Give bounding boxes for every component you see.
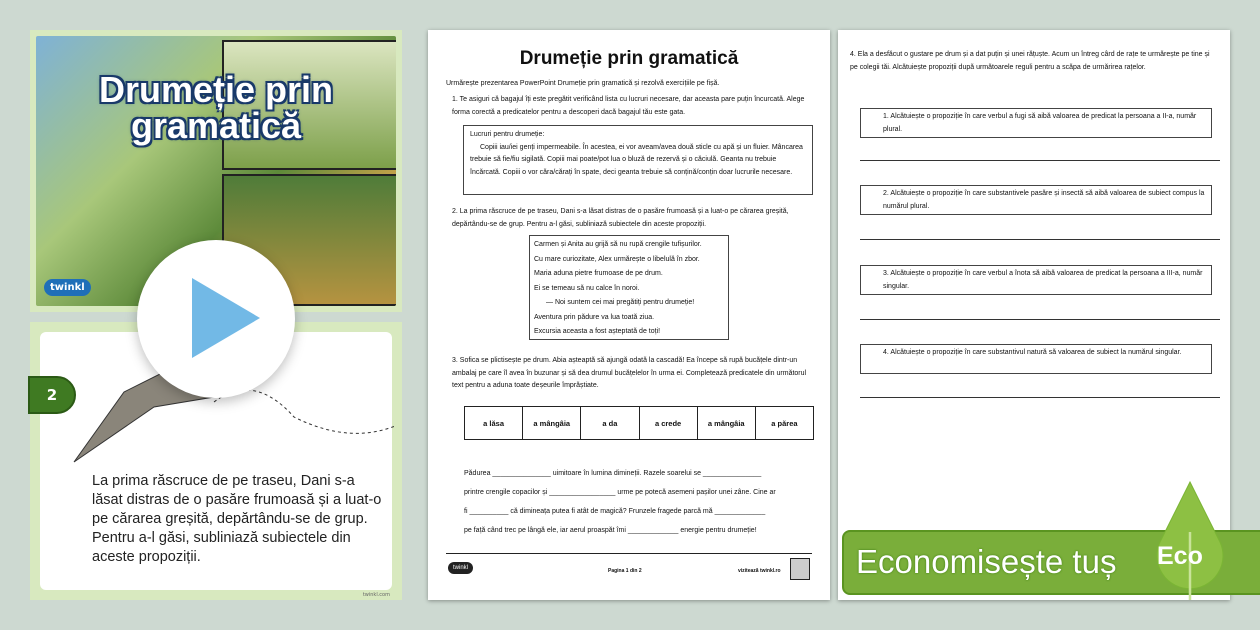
- intro: Urmărește prezentarea PowerPoint Drumeție prin gramatică și rezolvă exercițiile pe fișă.: [446, 80, 720, 87]
- rule-1: 1. Alcătuiește o propoziție în care verbul a fugi să aibă valoarea de predicat la persoana a II-a, număr plural.: [883, 113, 1197, 133]
- eco-label: Economisește tuș: [856, 543, 1117, 580]
- verb-cell: a mângâia: [698, 407, 756, 439]
- question-1: 1. Te asiguri că bagajul îți este pregătit verificând lista cu lucruri necesare, dar aceasta pare puțin încurcată. Alege forma corectă a predicatelor pentru a descoperi dacă bagajul tău este gata.: [452, 96, 805, 116]
- rule-4: 4. Alcătuiește o propoziție în care substantivul natură să valoarea de subiect la numărul singular.: [883, 349, 1182, 356]
- answer-line[interactable]: [860, 239, 1220, 240]
- q2-sentences: Carmen și Anita au grijă să nu rupă crengile tufișurilor. Cu mare curiozitate, Alex urmărește o libelulă în zbor. Maria aduna pietre frumoase de pe drum. Ei se temeau să nu calce în noroi. — Noi suntem cei mai pregătiți pentru drumeție! Aventura prin pădure va lua toată ziua. Excursia aceasta a fost așteptată de toți!: [529, 235, 729, 340]
- slide-number-badge: 2: [28, 376, 76, 414]
- q1-box-text: Copiii iau/iei genți impermeabile. În acestea, ei vor aveam/avea două sticle cu apă și un fluier. Mâncarea trebuie să fie/fiu sigilată. Copiii mai poate/pot lua o bluză de rezervă și o căciulă. Geanta nu trebuie încărcată. Copiii o vor căra/cărați în spate, deci geanta trebuie să conțină/conțin doar lucrurile necesare.: [470, 143, 803, 176]
- answer-line[interactable]: [860, 319, 1220, 320]
- footer-badge-icon: [790, 558, 810, 580]
- page-number: Pagina 1 din 2: [608, 568, 642, 574]
- eco-badge: Eco: [1157, 542, 1203, 570]
- verb-cell: a mângâia: [523, 407, 581, 439]
- cover-title: Drumeție prin gramatică: [98, 69, 334, 146]
- q3-fill-text: Pădurea _______________ uimitoare în lumina dimineții. Razele soarelui se _______________ printre crengile copacilor și _________________ urme pe potecă asemeni pașilor unei zâne. Cine ar fi __________ că dimineața putea fi atât de magică? Frunzele fragede parcă mă _____________ pe față când trec pe lângă ele, iar aerul proaspăt îmi _____________ energie pentru drumeție!: [464, 470, 776, 534]
- verb-cell: a lăsa: [465, 407, 523, 439]
- rule-3: 3. Alcătuiește o propoziție în care verbul a înota să aibă valoarea de predicat la persoana a III-a, număr singular.: [883, 270, 1203, 290]
- question-3: 3. Sofica se plictisește pe drum. Abia așteaptă să ajungă odată la cascadă! Ea începe să rupă bucățele dintr-un ambalaj pe care îl avea în buzunar și să dea drumul bucățelelor în urma ei. Completează predicatele din următorul text pentru a aduna toate deșeurile împrăștiate.: [452, 357, 807, 389]
- question-4: 4. Ela a desfăcut o gustare pe drum și a dat puțin și unei rățuște. Acum un întreg cârd de rațe te urmărește pe tine și pe colegii tăi. Alcătuiește propoziții după următoarele reguli pentru a scăpa de urmărirea rațelor.: [850, 51, 1210, 71]
- footer-divider: [446, 553, 812, 554]
- leaf-icon: [1150, 480, 1230, 600]
- slide-text: La prima răscruce de pe traseu, Dani s-a lăsat distras de o pasăre frumoasă și a luat-o pe cărarea greșită, depărtându-se de grup. Pentru a-l găsi, subliniază subiectele din aceste propoziții.: [92, 473, 382, 565]
- worksheet-page-1: [428, 30, 830, 600]
- question-2: 2. La prima răscruce de pe traseu, Dani s-a lăsat distras de o pasăre frumoasă și a luat-o pe cărarea greșită, depărtându-se de grup. Pentru a-l găsi, subliniază subiectele din aceste propoziții.: [452, 208, 789, 228]
- verb-cell: a crede: [640, 407, 698, 439]
- verb-cell: a părea: [771, 418, 798, 428]
- q1-box-title: Lucruri pentru drumeție:: [470, 131, 545, 138]
- verb-table: [464, 406, 814, 440]
- footer-logo: twinkl: [448, 562, 473, 574]
- play-icon: [192, 278, 260, 358]
- play-button[interactable]: [137, 240, 295, 398]
- answer-line[interactable]: [860, 397, 1220, 398]
- verb-cell: a da: [581, 407, 639, 439]
- worksheet-title: Drumeție prin gramatică: [519, 48, 739, 69]
- footer-site: vizitează twinkl.ro: [738, 568, 781, 574]
- slide-url: twinkl.com: [362, 592, 390, 598]
- answer-line[interactable]: [860, 160, 1220, 161]
- rule-2: 2. Alcătuiește o propoziție în care substantivele pasăre și insectă să aibă valoarea de subiect compus la numărul plural.: [883, 190, 1205, 210]
- twinkl-logo: twinkl: [44, 279, 91, 296]
